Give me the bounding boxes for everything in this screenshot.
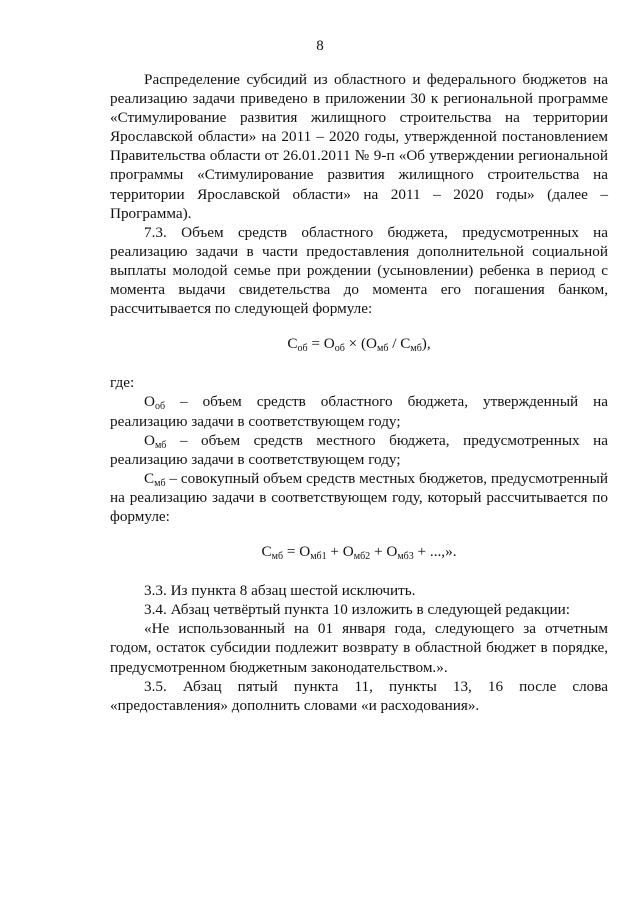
paragraph-7-3: 7.3. Объем средств областного бюджета, предусмотренных на реализацию задачи в части предоставления дополнительной социальной выплаты молодой семье при рождении (усыновлении) ребенка в период с момента выдачи свидетельства до момента его погашения банком, рассчитывается по следующей формуле: — [110, 223, 608, 318]
where-label: где: — [110, 374, 135, 392]
document-body — [110, 70, 608, 715]
formula-local-budgets-sum: $С_{мб} = О_{мб1} + О_{мб2} + О_{мб3}$ + ...,». — [261, 543, 457, 563]
definition-c-mb: $С_{мб}$ – совокупный объем средств местных бюджетов, предусмотренный на реализацию задачи в соответствующем году, который рассчитывается по формуле: — [110, 469, 608, 525]
paragraph-3-5: 3.5. Абзац пятый пункта 11, пункты 13, 16 после слова «предоставления» дополнить словами «и расходования». — [110, 677, 608, 714]
paragraph-3-4: 3.4. Абзац четвёртый пункта 10 изложить в следующей редакции: — [144, 601, 570, 619]
definition-o-mb: $О_{мб}$ – объем средств местного бюджета, предусмотренных на реализацию задачи в соответствующем году; — [110, 431, 608, 468]
paragraph-subsidy-distribution: Распределение субсидий из областного и федерального бюджетов на реализацию задачи приведено в приложении 30 к региональной программе «Стимулирование развития жилищного строительства на территории Ярославской области» на 2011 – 2020 годы, утвержденной постановлением Правительства области от 26.01.2011 № 9-п «Об утверждении региональной программы «Стимулирование развития жилищного строительства на территории Ярославской области» на 2011 – 2020 годы» (далее – Программа). — [110, 71, 608, 222]
paragraph-3-4-quote: «Не использованный на 01 января года, следующего за отчетным годом, остаток субсидии подлежит возврату в областной бюджет в порядке, предусмотренном бюджетным законодательством.». — [110, 620, 608, 676]
paragraph-3-3: 3.3. Из пункта 8 абзац шестой исключить. — [144, 582, 416, 600]
definition-o-ob: $О_{об}$ – объем средств областного бюджета, утвержденный на реализацию задачи в соответствующем году; — [110, 393, 608, 430]
page-number: 8 — [316, 38, 324, 54]
formula-regional-budget: $С_{об} = О_{об} \times (О_{мб} / С_{мб})$, — [287, 335, 431, 355]
